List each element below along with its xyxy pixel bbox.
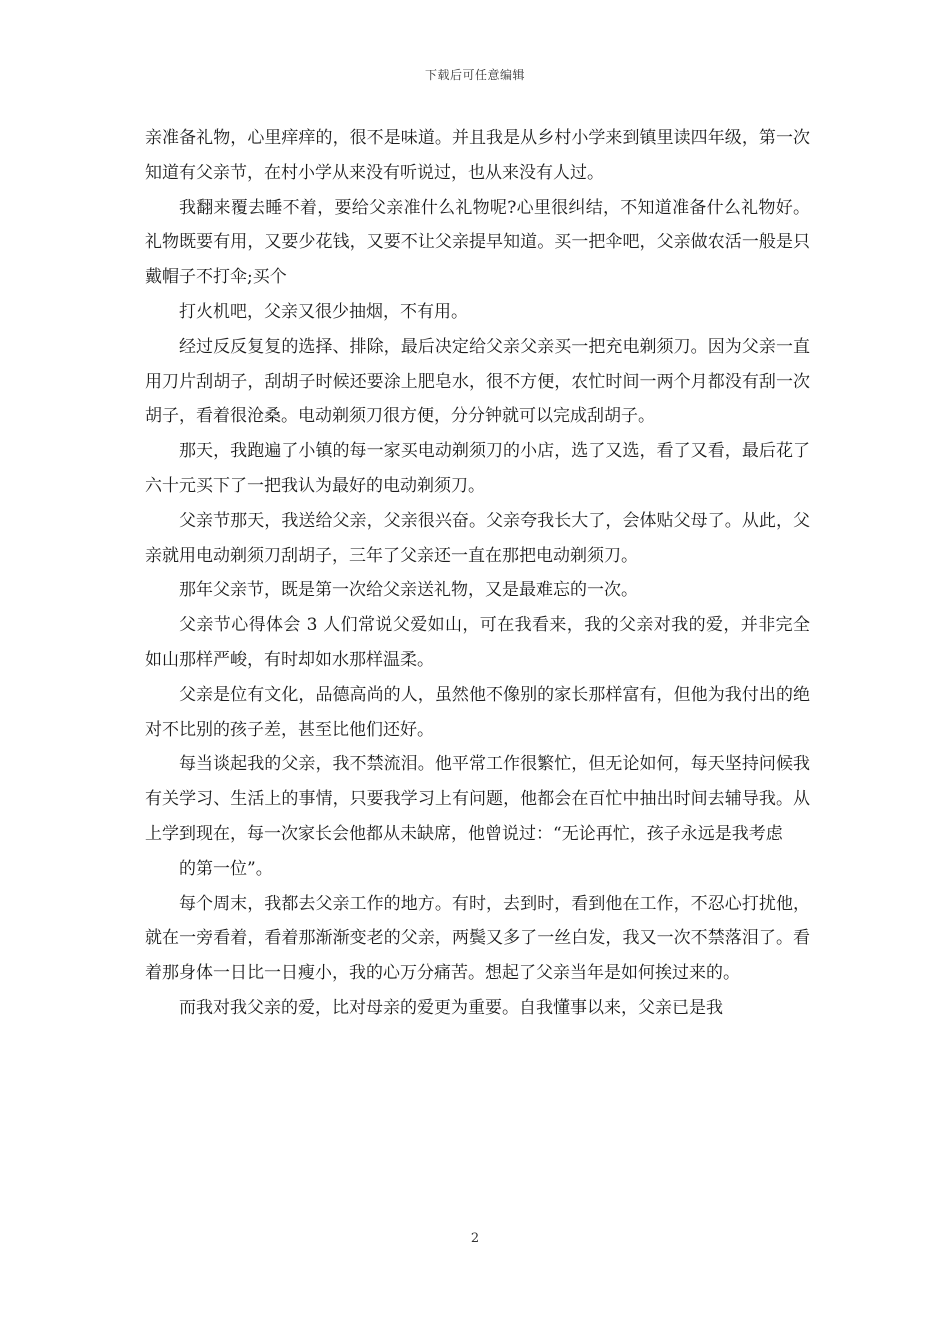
paragraph: 每个周末，我都去父亲工作的地方。有时，去到时，看到他在工作，不忍心打扰他，就在一旁看着，看着那渐渐变老的父亲，两鬓又多了一丝白发，我又一次不禁落泪了。看着那身体一日比一日瘦小，我的心万分痛苦。想起了父亲当年是如何挨过来的。 [145, 893, 810, 984]
paragraph: 而我对我父亲的爱，比对母亲的爱更为重要。自我懂事以来，父亲已是我 [179, 997, 723, 1018]
page-number: 2 [470, 1231, 480, 1246]
paragraph: 那年父亲节，既是第一次给父亲送礼物，又是最难忘的一次。 [179, 580, 638, 601]
paragraph: 我翻来覆去睡不着，要给父亲准什么礼物呢?心里很纠结，不知道准备什么礼物好。礼物既要有用，又要少花钱，又要不让父亲提早知道。买一把伞吧，父亲做农活一般是只戴帽子不打伞;买个 [145, 197, 810, 288]
paragraph: 那天，我跑遍了小镇的每一家买电动剃须刀的小店，选了又选，看了又看，最后花了六十元买下了一把我认为最好的电动剃须刀。 [145, 441, 810, 496]
paragraph: 每当谈起我的父亲，我不禁流泪。他平常工作很繁忙，但无论如何，每天坚持问候我有关学习、生活上的事情，只要我学习上有问题，他都会在百忙中抽出时间去辅导我。从上学到现在，每一次家长会他都从未缺席，他曾说过：“无论再忙，孩子永远是我考虑 [145, 754, 810, 844]
paragraph: 父亲是位有文化，品德高尚的人，虽然他不像别的家长那样富有，但他为我付出的绝对不比别的孩子差，甚至比他们还好。 [145, 684, 810, 740]
paragraph: 亲准备礼物，心里痒痒的，很不是味道。并且我是从乡村小学来到镇里读四年级，第一次知道有父亲节，在村小学从来没有听说过，也从来没有人过。 [145, 128, 810, 183]
document-body [145, 121, 810, 1026]
paragraph: 打火机吧，父亲又很少抽烟，不有用。 [179, 301, 468, 322]
page-header: 下载后可任意编辑 [424, 68, 525, 82]
paragraph: 经过反反复复的选择、排除，最后决定给父亲父亲买一把充电剃须刀。因为父亲一直用刀片刮胡子，刮胡子时候还要涂上肥皂水，很不方便，农忙时间一两个月都没有刮一次胡子，看着很沧桑。电动剃须刀很方便，分分钟就可以完成刮胡子。 [145, 336, 810, 427]
paragraph: 父亲节心得体会 3 人们常说父爱如山，可在我看来，我的父亲对我的爱，并非完全如山那样严峻，有时却如水那样温柔。 [145, 615, 810, 670]
paragraph: 的第一位”。 [179, 858, 273, 879]
paragraph: 父亲节那天，我送给父亲，父亲很兴奋。父亲夸我长大了，会体贴父母了。从此，父亲就用电动剃须刀刮胡子，三年了父亲还一直在那把电动剃须刀。 [145, 510, 810, 566]
